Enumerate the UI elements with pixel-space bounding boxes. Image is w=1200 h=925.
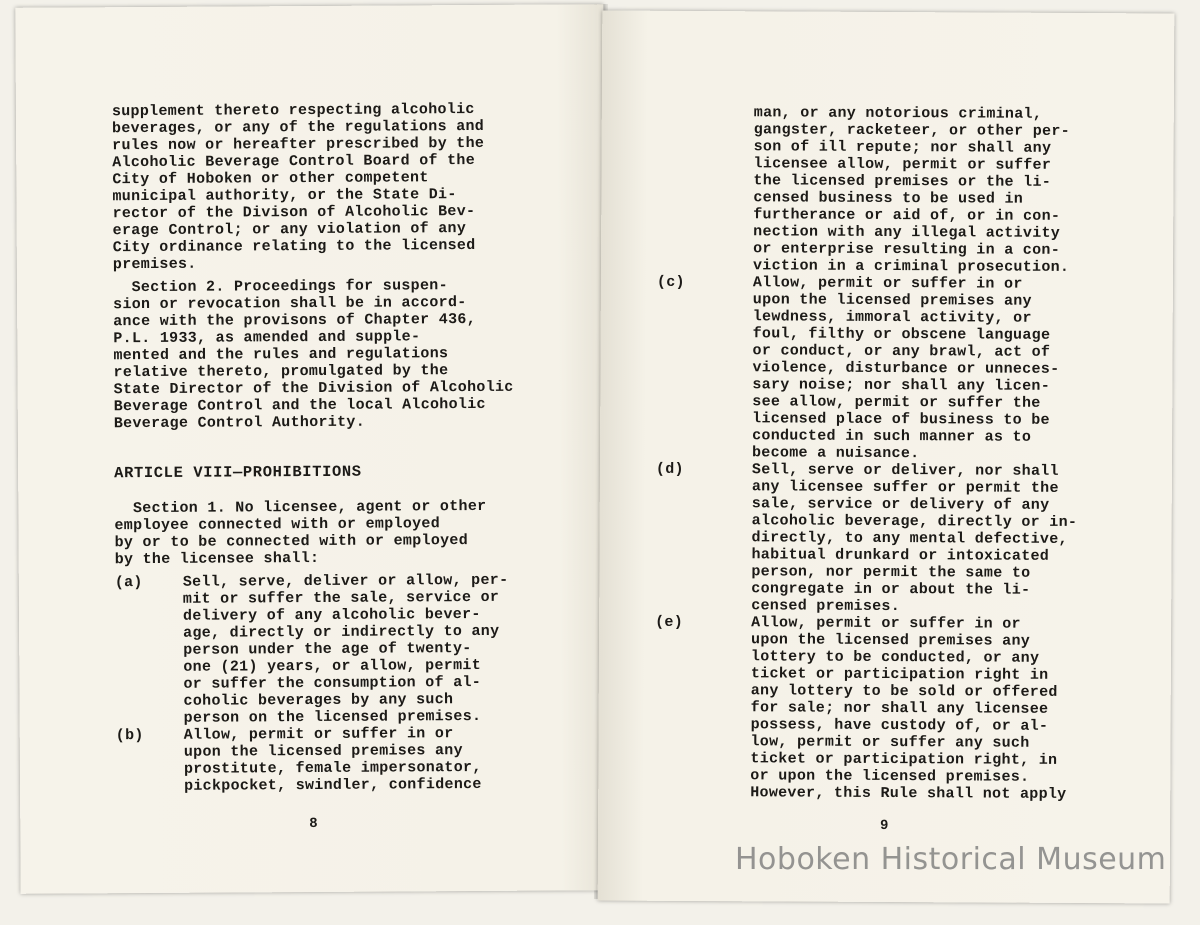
- museum-watermark: Hoboken Historical Museum: [735, 842, 1167, 877]
- text-line: lewdness, immoral activity, or: [752, 308, 1032, 327]
- article-heading: ARTICLE VIII—PROHIBITIONS: [114, 462, 362, 483]
- page-number: 9: [880, 817, 889, 835]
- list-marker: (a): [114, 574, 143, 592]
- list-marker: (c): [656, 273, 685, 291]
- text-line: by the licensee shall:: [114, 549, 320, 569]
- text-line: alcoholic beverage, directly or in-: [751, 512, 1078, 532]
- text-line: see allow, permit or suffer the: [752, 393, 1041, 412]
- text-line: censed business to be used in: [753, 189, 1024, 208]
- text-line: ticket or participation right in: [750, 665, 1049, 684]
- list-item-d: [655, 460, 1084, 616]
- text-line: mit or suffer the sale, service or: [182, 588, 500, 608]
- text-line: any lottery to be sold or offered: [750, 682, 1058, 701]
- list-item-c: [656, 273, 1085, 463]
- text-line: lottery to be conducted, or any: [750, 648, 1040, 667]
- text-line: Sell, serve or deliver, nor shall: [751, 461, 1059, 480]
- text-line: ance with the provisons of Chapter 436,: [113, 310, 477, 331]
- right-page-text: [655, 104, 1086, 803]
- page-number: 8: [309, 815, 318, 833]
- text-line: prostitute, female impersonator,: [183, 758, 482, 778]
- text-line: upon the licensed premises any: [750, 631, 1031, 650]
- text-line: foul, filthy or obscene language: [752, 325, 1051, 344]
- text-line: censed premises.: [751, 597, 901, 616]
- section-2-paragraph: [112, 277, 514, 433]
- right-page: [598, 11, 1175, 904]
- list-marker: (b): [115, 727, 144, 745]
- text-line: viction in a criminal prosecution.: [752, 257, 1070, 276]
- text-line: person under the age of twenty-: [183, 640, 472, 659]
- text-line: or upon the licensed premises.: [750, 767, 1030, 786]
- text-line: pickpocket, swindler, confidence: [184, 775, 482, 795]
- text-line: coholic beverages by any such: [183, 691, 454, 710]
- text-line: State Director of the Division of Alcoholic: [113, 378, 514, 399]
- text-line: sary noise; nor shall any licen-: [752, 376, 1051, 395]
- text-line: However, this Rule shall not apply: [750, 784, 1067, 803]
- text-line: person, nor permit the same to: [751, 563, 1031, 582]
- continuation-paragraph: [705, 104, 1086, 276]
- text-line: the licensed premises or the li-: [753, 172, 1052, 191]
- text-line: Allow, permit or suffer in or: [183, 725, 454, 744]
- text-line: for sale; nor shall any licensee: [750, 699, 1049, 718]
- text-line: violence, disturbance or unneces-: [752, 359, 1060, 378]
- text-line: person on the licensed premises.: [183, 707, 482, 727]
- text-line: possess, have custody of, or al-: [750, 716, 1049, 735]
- text-line: or enterprise resulting in a con-: [753, 240, 1061, 259]
- text-line: habitual drunkard or intoxicated: [751, 546, 1050, 565]
- text-line: become a nuisance.: [751, 444, 920, 463]
- text-line: municipal authority, or the State Di-: [112, 186, 457, 206]
- text-line: City of Hoboken or other competent: [112, 169, 429, 189]
- text-line: Section 1. No licensee, agent or other: [114, 497, 487, 518]
- text-line: one (21) years, or allow, permit: [183, 656, 482, 676]
- text-line: employee connected with or employed: [114, 515, 441, 535]
- left-page-text: [112, 101, 512, 795]
- text-line: or conduct, or any brawl, act of: [752, 342, 1051, 361]
- text-line: directly, to any mental defective,: [751, 529, 1068, 548]
- text-line: any licensee suffer or permit the: [751, 478, 1059, 497]
- list-item-b: [116, 725, 512, 795]
- text-line: Sell, serve, deliver or allow, per-: [182, 571, 509, 591]
- text-line: congregate in or about the li-: [751, 580, 1031, 599]
- text-line: low, permit or suffer any such: [750, 733, 1030, 752]
- left-page: [15, 4, 608, 894]
- text-line: relative thereto, promulgated by the: [113, 362, 449, 382]
- text-line: age, directly or indirectly to any: [183, 622, 500, 642]
- text-line: erage Control; or any violation of any: [112, 220, 467, 240]
- text-line: man, or any notorious criminal,: [753, 104, 1043, 123]
- text-line: beverages, or any of the regulations and: [111, 117, 485, 138]
- text-line: upon the licensed premises any: [183, 742, 463, 761]
- text-line: rules now or hereafter prescribed by the: [112, 134, 485, 155]
- text-line: rector of the Divison of Alcoholic Bev-: [112, 202, 476, 223]
- text-line: supplement thereto respecting alcoholic: [111, 100, 475, 121]
- list-item-e: [655, 613, 1083, 803]
- intro-paragraph: [112, 101, 509, 273]
- list-item-a: [115, 572, 512, 727]
- text-line: son of ill repute; nor shall any: [753, 138, 1052, 157]
- text-line: conducted in such manner as to: [752, 427, 1032, 446]
- text-line: by or to be connected with or employed: [114, 532, 469, 552]
- text-line: furtherance or aid of, or in con-: [753, 206, 1061, 225]
- text-line: City ordinance relating to the licensed: [112, 236, 476, 257]
- text-line: upon the licensed premises any: [752, 291, 1032, 310]
- text-line: ticket or participation right, in: [750, 750, 1058, 769]
- text-line: Allow, permit or suffer in or: [751, 614, 1021, 633]
- text-line: Beverage Control and the local Alcoholic: [113, 395, 486, 416]
- text-line: Alcoholic Beverage Control Board of the: [112, 151, 476, 172]
- text-line: gangster, racketeer, or other per-: [753, 121, 1071, 140]
- text-line: premises.: [112, 255, 197, 274]
- text-line: sale, service or delivery of any: [751, 495, 1050, 514]
- list-marker: (e): [655, 613, 684, 631]
- text-line: licensee allow, permit or suffer: [753, 155, 1052, 174]
- text-line: licensed place of business to be: [752, 410, 1050, 429]
- list-marker: (d): [655, 460, 684, 478]
- text-line: sion or revocation shall be in accord-: [113, 294, 467, 314]
- text-line: or suffer the consumption of al-: [183, 673, 482, 693]
- text-line: mented and the rules and regulations: [113, 345, 449, 365]
- section-1-paragraph: [114, 498, 510, 568]
- text-line: Allow, permit or suffer in or: [752, 274, 1023, 293]
- text-line: P.L. 1933, as amended and supple-: [113, 328, 421, 348]
- text-line: nection with any illegal activity: [753, 223, 1061, 242]
- text-line: delivery of any alcoholic bever-: [182, 605, 481, 625]
- text-line: Section 2. Proceedings for suspen-: [112, 277, 448, 297]
- text-line: Beverage Control Authority.: [113, 413, 366, 433]
